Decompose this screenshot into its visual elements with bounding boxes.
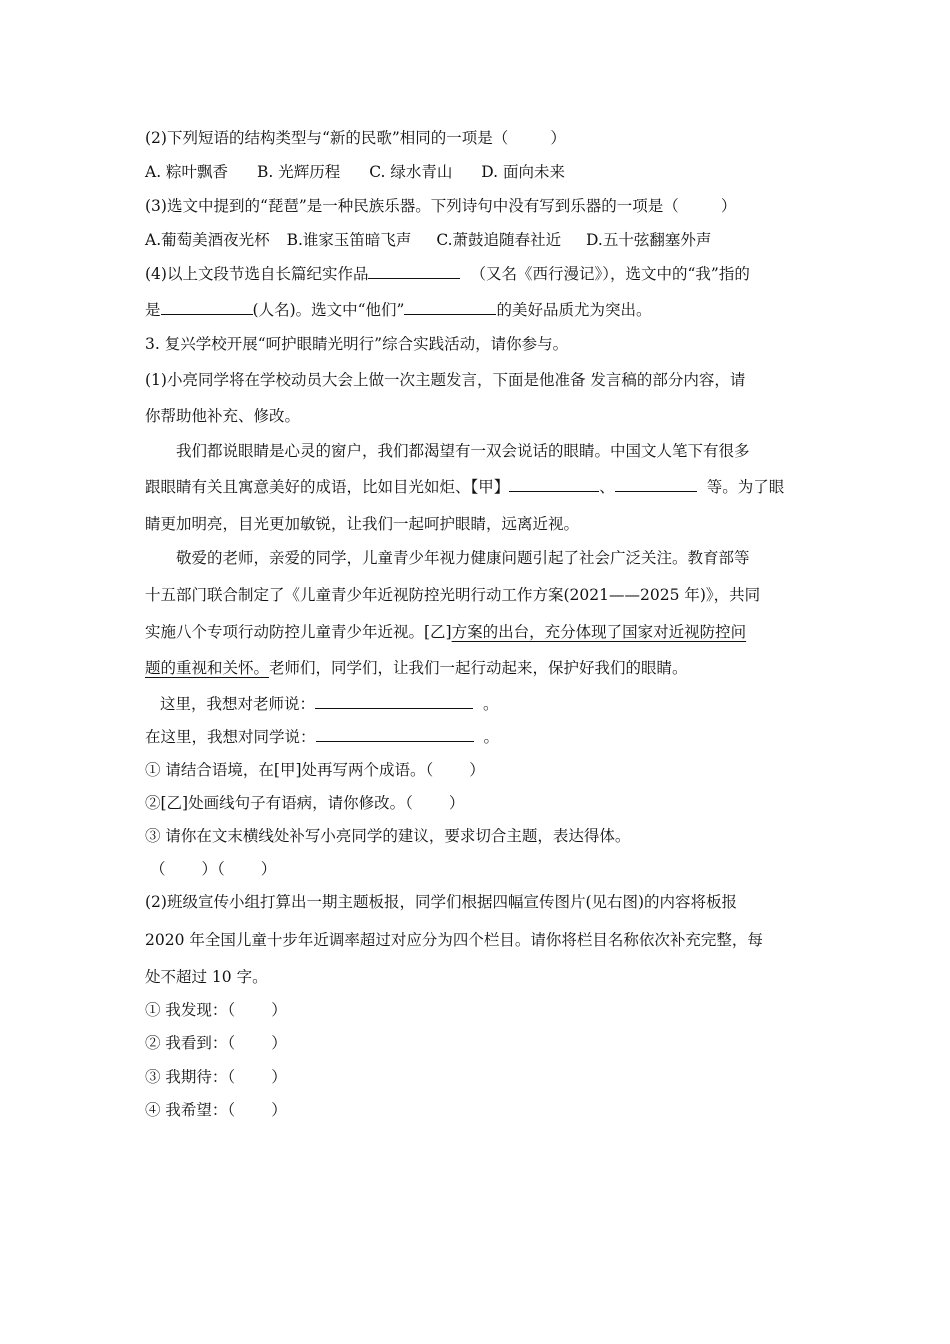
q3-stem: (3)选文中提到的“琵琶”是一种民族乐器。下列诗句中没有写到乐器的一项是（ xyxy=(145,197,679,215)
para2-line2: 十五部门联合制定了《儿童青少年近视防控光明行动工作方案(2021——2025 年)》，共同 xyxy=(145,586,761,604)
task3-parens xyxy=(150,857,276,879)
sub2-line1: (2)班级宣传小组打算出一期主题板报，同学们根据四幅宣传图片(见右图)的内容将板报 xyxy=(145,893,738,911)
q4-line2 xyxy=(145,298,651,320)
para1-line1: 我们都说眼睛是心灵的窗户，我们都渴望有一双会说话的眼睛。中国文人笔下有很多 xyxy=(176,442,750,460)
task1: ① 请结合语境，在[甲]处再写两个成语。（ xyxy=(145,761,434,779)
para2-line3 xyxy=(145,620,746,642)
q4-line1-b: （又名《西行漫记》），选文中的“我”指的 xyxy=(470,265,750,283)
column-item-2 xyxy=(145,1031,287,1053)
q2-option-b: B. 光辉历程 xyxy=(257,163,341,181)
q2-option-a: A. 粽叶飘香 xyxy=(145,163,229,181)
column-item-1 xyxy=(145,998,287,1020)
column-close-4: ） xyxy=(271,1101,287,1119)
task3-mid: ）（ xyxy=(201,860,225,878)
q4-line2-b: (人名)。选文中“他们” xyxy=(252,301,405,319)
q3-option-a: A.葡萄美酒夜光杯 xyxy=(145,231,270,249)
task3-end: ） xyxy=(260,860,277,878)
sub1-line1: (1)小亮同学将在学校动员大会上做一次主题发言，下面是他准备 发言稿的部分内容，请 xyxy=(145,371,746,389)
q3-option-b: B.谁家玉笛暗飞声 xyxy=(286,231,412,249)
column-close-2: ） xyxy=(271,1034,287,1052)
task3-line: ③ 请你在文末横线处补写小亮同学的建议，要求切合主题，表达得体。 xyxy=(145,827,631,845)
column-label-3: ③ 我期待：（ xyxy=(145,1068,236,1086)
teacher-period: 。 xyxy=(483,695,499,713)
q2-stem-end: ） xyxy=(550,129,566,147)
q2-option-c: C. 绿水青山 xyxy=(369,163,453,181)
yi-underlined-sentence-2: 题的重视和关怀。 xyxy=(145,659,270,677)
column-label-4: ④ 我希望：（ xyxy=(145,1101,236,1119)
q3-stem-end: ） xyxy=(720,197,737,215)
q4-line2-c: 的美好品质尤为突出。 xyxy=(496,301,652,319)
q4-line2-a: 是 xyxy=(145,301,161,319)
task1-line xyxy=(145,758,485,780)
q3-option-c: C.萧鼓追随春社近 xyxy=(436,231,562,249)
para2-line1: 敬爱的老师，亲爱的同学，儿童青少年视力健康问题引起了社会广泛关注。教育部等 xyxy=(176,549,750,567)
q4-blank-person[interactable] xyxy=(161,300,253,315)
jia-blank-2[interactable] xyxy=(615,477,697,492)
sub2-line3: 处不超过 10 字。 xyxy=(145,968,268,986)
sub2-line2: 2020 年全国儿童十步年近调率超过对应分为四个栏目。请你将栏目名称依次补充完整，每 xyxy=(145,931,763,949)
q3-main-title: 3. 复兴学校开展“呵护眼睛光明行”综合实践活动，请你参与。 xyxy=(145,335,569,353)
teacher-blank[interactable] xyxy=(315,694,473,709)
column-label-1: ① 我发现：（ xyxy=(145,1001,236,1019)
q2-stem: (2)下列短语的结构类型与“新的民歌”相同的一项是（ xyxy=(145,129,509,147)
column-close-3: ） xyxy=(271,1068,287,1086)
q4-blank-book[interactable] xyxy=(368,264,460,279)
jia-blank-1[interactable] xyxy=(509,477,599,492)
q4-line1-a: (4)以上文段节选自长篇纪实作品 xyxy=(145,265,369,283)
q3-options xyxy=(145,228,711,250)
task2: ②[乙]处画线句子有语病，请你修改。（ xyxy=(145,794,413,812)
column-label-2: ② 我看到：（ xyxy=(145,1034,236,1052)
column-item-3 xyxy=(145,1065,287,1087)
para2-line4 xyxy=(145,656,688,678)
q3-stem-line xyxy=(145,194,736,216)
task1-close: ） xyxy=(469,761,485,779)
para1-line2-c: 等。为了眼 xyxy=(706,478,785,496)
para1-line2-a: 跟眼睛有关且寓意美好的成语，比如目光如炬、【甲】 xyxy=(145,478,510,496)
para1-line2-b: 、 xyxy=(599,478,615,496)
classmate-blank[interactable] xyxy=(316,727,474,742)
column-item-4 xyxy=(145,1098,287,1120)
q3-option-d: D.五十弦翻塞外声 xyxy=(586,231,712,249)
para2-line3-a: 实施八个专项行动防控儿童青少年近视。[乙] xyxy=(145,623,452,641)
task3-open: （ xyxy=(150,860,166,878)
q2-options xyxy=(145,160,565,182)
teacher-label: 这里，我想对老师说： xyxy=(160,695,316,713)
q4-line1 xyxy=(145,262,750,284)
teacher-line xyxy=(160,692,499,714)
sub1-line2: 你帮助他补充、修改。 xyxy=(145,407,301,425)
para1-line3: 睛更加明亮，目光更加敏锐，让我们一起呵护眼睛，远离近视。 xyxy=(145,515,580,533)
task2-close: ） xyxy=(448,794,465,812)
classmate-line xyxy=(145,725,499,747)
classmate-period: 。 xyxy=(483,728,500,746)
column-close-1: ） xyxy=(271,1001,287,1019)
task2-line xyxy=(145,791,464,813)
q2-option-d: D. 面向未来 xyxy=(481,163,566,181)
para1-line2 xyxy=(145,475,784,497)
q2-stem-line xyxy=(145,126,566,148)
yi-underlined-sentence-1: 方案的出台，充分体现了国家对近视防控问 xyxy=(451,623,747,641)
classmate-label: 在这里，我想对同学说： xyxy=(145,728,316,746)
q4-blank-quality[interactable] xyxy=(404,300,496,315)
para2-line4-b: 老师们，同学们，让我们一起行动起来，保护好我们的眼睛。 xyxy=(269,659,688,677)
